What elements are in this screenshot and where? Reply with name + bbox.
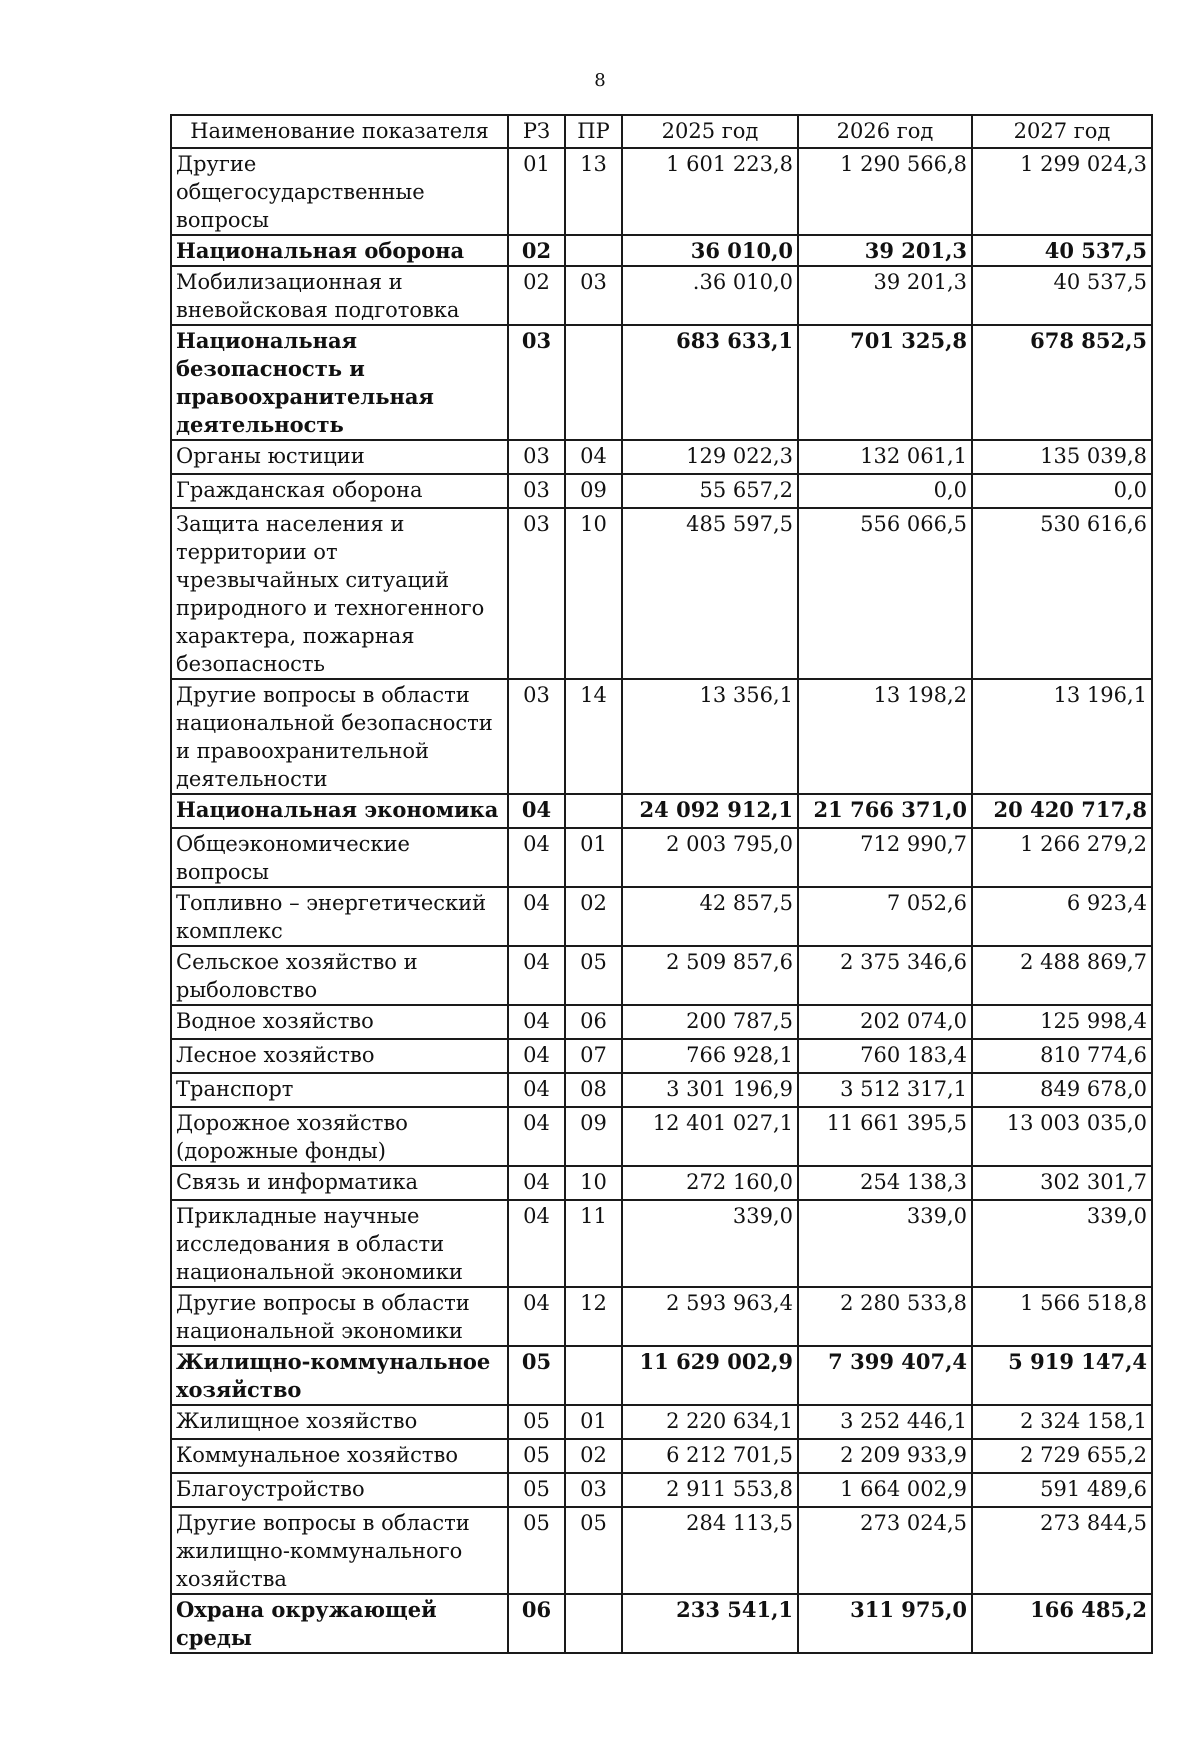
row-2026-cell: 760 183,4 bbox=[798, 1039, 972, 1073]
row-rz-cell: 04 bbox=[508, 1287, 565, 1346]
row-2026-cell: 0,0 bbox=[798, 474, 972, 508]
row-rz-cell: 05 bbox=[508, 1405, 565, 1439]
row-2026-cell: 39 201,3 bbox=[798, 235, 972, 266]
row-2026-cell: 1 290 566,8 bbox=[798, 148, 972, 235]
row-name-cell: Топливно – энергетический комплекс bbox=[171, 887, 508, 946]
header-pr: ПР bbox=[565, 115, 622, 148]
table-row bbox=[171, 1287, 1152, 1346]
table-header-row bbox=[171, 115, 1152, 148]
row-2026-cell: 712 990,7 bbox=[798, 828, 972, 887]
row-rz-cell: 04 bbox=[508, 794, 565, 828]
table-row bbox=[171, 1200, 1152, 1287]
table-row bbox=[171, 1073, 1152, 1107]
table-row bbox=[171, 325, 1152, 440]
row-2026-cell: 701 325,8 bbox=[798, 325, 972, 440]
row-2027-cell: 591 489,6 bbox=[972, 1473, 1152, 1507]
row-rz-cell: 03 bbox=[508, 508, 565, 679]
row-2027-cell: 166 485,2 bbox=[972, 1594, 1152, 1653]
row-name-cell: Лесное хозяйство bbox=[171, 1039, 508, 1073]
row-pr-cell: 05 bbox=[565, 946, 622, 1005]
row-pr-cell: 02 bbox=[565, 887, 622, 946]
row-rz-cell: 05 bbox=[508, 1346, 565, 1405]
table-row bbox=[171, 1405, 1152, 1439]
row-2026-cell: 2 209 933,9 bbox=[798, 1439, 972, 1473]
row-2025-cell: 129 022,3 bbox=[622, 440, 798, 474]
row-name-cell: Прикладные научные исследования в области национальной экономики bbox=[171, 1200, 508, 1287]
page-number: 8 bbox=[594, 70, 606, 91]
row-rz-cell: 05 bbox=[508, 1473, 565, 1507]
row-2027-cell: 302 301,7 bbox=[972, 1166, 1152, 1200]
row-2027-cell: 1 266 279,2 bbox=[972, 828, 1152, 887]
row-2025-cell: 766 928,1 bbox=[622, 1039, 798, 1073]
row-2025-cell: 2 220 634,1 bbox=[622, 1405, 798, 1439]
row-pr-cell: 04 bbox=[565, 440, 622, 474]
table-row bbox=[171, 1005, 1152, 1039]
row-pr-cell: 09 bbox=[565, 1107, 622, 1166]
row-name-cell: Охрана окружающей среды bbox=[171, 1594, 508, 1653]
row-rz-cell: 03 bbox=[508, 440, 565, 474]
row-2025-cell: 200 787,5 bbox=[622, 1005, 798, 1039]
row-2026-cell: 7 399 407,4 bbox=[798, 1346, 972, 1405]
row-2027-cell: 678 852,5 bbox=[972, 325, 1152, 440]
row-2027-cell: 13 003 035,0 bbox=[972, 1107, 1152, 1166]
header-2027: 2027 год bbox=[972, 115, 1152, 148]
row-pr-cell: 05 bbox=[565, 1507, 622, 1594]
row-name-cell: Общеэкономические вопросы bbox=[171, 828, 508, 887]
table-row bbox=[171, 1346, 1152, 1405]
row-name-cell: Водное хозяйство bbox=[171, 1005, 508, 1039]
row-2026-cell: 7 052,6 bbox=[798, 887, 972, 946]
row-2025-cell: 485 597,5 bbox=[622, 508, 798, 679]
row-rz-cell: 02 bbox=[508, 266, 565, 325]
row-rz-cell: 04 bbox=[508, 1039, 565, 1073]
row-2027-cell: 5 919 147,4 bbox=[972, 1346, 1152, 1405]
row-name-cell: Сельское хозяйство и рыболовство bbox=[171, 946, 508, 1005]
row-name-cell: Гражданская оборона bbox=[171, 474, 508, 508]
table-row bbox=[171, 828, 1152, 887]
row-rz-cell: 04 bbox=[508, 1073, 565, 1107]
table-row bbox=[171, 1039, 1152, 1073]
row-2025-cell: 339,0 bbox=[622, 1200, 798, 1287]
header-2025: 2025 год bbox=[622, 115, 798, 148]
row-2026-cell: 1 664 002,9 bbox=[798, 1473, 972, 1507]
row-2027-cell: 810 774,6 bbox=[972, 1039, 1152, 1073]
row-name-cell: Мобилизационная и вневойсковая подготовка bbox=[171, 266, 508, 325]
row-pr-cell: 03 bbox=[565, 266, 622, 325]
row-name-cell: Транспорт bbox=[171, 1073, 508, 1107]
row-2025-cell: 55 657,2 bbox=[622, 474, 798, 508]
row-2027-cell: 20 420 717,8 bbox=[972, 794, 1152, 828]
row-2026-cell: 21 766 371,0 bbox=[798, 794, 972, 828]
row-rz-cell: 04 bbox=[508, 1107, 565, 1166]
row-2027-cell: 135 039,8 bbox=[972, 440, 1152, 474]
row-rz-cell: 05 bbox=[508, 1439, 565, 1473]
row-2026-cell: 556 066,5 bbox=[798, 508, 972, 679]
row-name-cell: Другие вопросы в области национальной экономики bbox=[171, 1287, 508, 1346]
row-pr-cell bbox=[565, 1594, 622, 1653]
row-rz-cell: 03 bbox=[508, 474, 565, 508]
row-2027-cell: 0,0 bbox=[972, 474, 1152, 508]
row-rz-cell: 04 bbox=[508, 1200, 565, 1287]
row-pr-cell: 10 bbox=[565, 508, 622, 679]
row-2027-cell: 13 196,1 bbox=[972, 679, 1152, 794]
row-name-cell: Защита населения и территории от чрезвычайных ситуаций природного и техногенного характера, пожарная безопасность bbox=[171, 508, 508, 679]
table-body bbox=[171, 148, 1152, 1653]
table-row bbox=[171, 887, 1152, 946]
row-rz-cell: 03 bbox=[508, 679, 565, 794]
row-2027-cell: 849 678,0 bbox=[972, 1073, 1152, 1107]
row-2025-cell: 3 301 196,9 bbox=[622, 1073, 798, 1107]
row-2025-cell: 13 356,1 bbox=[622, 679, 798, 794]
row-pr-cell: 11 bbox=[565, 1200, 622, 1287]
table-row bbox=[171, 1594, 1152, 1653]
row-pr-cell bbox=[565, 235, 622, 266]
row-pr-cell: 06 bbox=[565, 1005, 622, 1039]
row-name-cell: Другие общегосударственные вопросы bbox=[171, 148, 508, 235]
table-row bbox=[171, 266, 1152, 325]
row-2026-cell: 2 280 533,8 bbox=[798, 1287, 972, 1346]
row-rz-cell: 04 bbox=[508, 1005, 565, 1039]
row-pr-cell: 07 bbox=[565, 1039, 622, 1073]
budget-table bbox=[170, 114, 1153, 1654]
row-pr-cell: 10 bbox=[565, 1166, 622, 1200]
row-2027-cell: 339,0 bbox=[972, 1200, 1152, 1287]
row-2025-cell: 24 092 912,1 bbox=[622, 794, 798, 828]
row-2027-cell: 1 566 518,8 bbox=[972, 1287, 1152, 1346]
header-name: Наименование показателя bbox=[171, 115, 508, 148]
row-name-cell: Национальная безопасность и правоохранительная деятельность bbox=[171, 325, 508, 440]
row-pr-cell: 12 bbox=[565, 1287, 622, 1346]
row-2026-cell: 132 061,1 bbox=[798, 440, 972, 474]
row-name-cell: Национальная оборона bbox=[171, 235, 508, 266]
table-row bbox=[171, 946, 1152, 1005]
row-2025-cell: .36 010,0 bbox=[622, 266, 798, 325]
row-2027-cell: 2 324 158,1 bbox=[972, 1405, 1152, 1439]
table-row bbox=[171, 474, 1152, 508]
row-2025-cell: 6 212 701,5 bbox=[622, 1439, 798, 1473]
table-row bbox=[171, 148, 1152, 235]
row-2026-cell: 3 512 317,1 bbox=[798, 1073, 972, 1107]
row-2025-cell: 2 593 963,4 bbox=[622, 1287, 798, 1346]
row-2025-cell: 2 003 795,0 bbox=[622, 828, 798, 887]
table-row bbox=[171, 235, 1152, 266]
table-row bbox=[171, 679, 1152, 794]
row-2025-cell: 42 857,5 bbox=[622, 887, 798, 946]
row-rz-cell: 06 bbox=[508, 1594, 565, 1653]
row-2027-cell: 40 537,5 bbox=[972, 235, 1152, 266]
row-2026-cell: 13 198,2 bbox=[798, 679, 972, 794]
header-rz: РЗ bbox=[508, 115, 565, 148]
row-2025-cell: 233 541,1 bbox=[622, 1594, 798, 1653]
row-rz-cell: 04 bbox=[508, 946, 565, 1005]
row-pr-cell bbox=[565, 794, 622, 828]
row-2025-cell: 1 601 223,8 bbox=[622, 148, 798, 235]
row-name-cell: Национальная экономика bbox=[171, 794, 508, 828]
row-2027-cell: 530 616,6 bbox=[972, 508, 1152, 679]
row-name-cell: Дорожное хозяйство (дорожные фонды) bbox=[171, 1107, 508, 1166]
table-row bbox=[171, 1507, 1152, 1594]
row-name-cell: Органы юстиции bbox=[171, 440, 508, 474]
row-2027-cell: 40 537,5 bbox=[972, 266, 1152, 325]
row-name-cell: Другие вопросы в области жилищно-коммунального хозяйства bbox=[171, 1507, 508, 1594]
row-name-cell: Жилищно-коммунальное хозяйство bbox=[171, 1346, 508, 1405]
header-2026: 2026 год bbox=[798, 115, 972, 148]
row-2027-cell: 6 923,4 bbox=[972, 887, 1152, 946]
row-pr-cell: 09 bbox=[565, 474, 622, 508]
row-2026-cell: 3 252 446,1 bbox=[798, 1405, 972, 1439]
row-name-cell: Благоустройство bbox=[171, 1473, 508, 1507]
row-pr-cell: 01 bbox=[565, 828, 622, 887]
row-pr-cell bbox=[565, 325, 622, 440]
row-2025-cell: 683 633,1 bbox=[622, 325, 798, 440]
table-row bbox=[171, 508, 1152, 679]
row-2026-cell: 11 661 395,5 bbox=[798, 1107, 972, 1166]
row-rz-cell: 04 bbox=[508, 1166, 565, 1200]
row-2027-cell: 273 844,5 bbox=[972, 1507, 1152, 1594]
row-name-cell: Коммунальное хозяйство bbox=[171, 1439, 508, 1473]
row-2027-cell: 125 998,4 bbox=[972, 1005, 1152, 1039]
table-row bbox=[171, 1107, 1152, 1166]
row-rz-cell: 03 bbox=[508, 325, 565, 440]
row-2025-cell: 272 160,0 bbox=[622, 1166, 798, 1200]
table-row bbox=[171, 794, 1152, 828]
row-name-cell: Связь и информатика bbox=[171, 1166, 508, 1200]
table-row bbox=[171, 440, 1152, 474]
row-pr-cell bbox=[565, 1346, 622, 1405]
row-2026-cell: 202 074,0 bbox=[798, 1005, 972, 1039]
row-2025-cell: 12 401 027,1 bbox=[622, 1107, 798, 1166]
table-row bbox=[171, 1439, 1152, 1473]
row-2026-cell: 273 024,5 bbox=[798, 1507, 972, 1594]
row-pr-cell: 01 bbox=[565, 1405, 622, 1439]
row-2027-cell: 2 729 655,2 bbox=[972, 1439, 1152, 1473]
row-2025-cell: 2 911 553,8 bbox=[622, 1473, 798, 1507]
row-name-cell: Другие вопросы в области национальной безопасности и правоохранительной деятельности bbox=[171, 679, 508, 794]
row-rz-cell: 04 bbox=[508, 887, 565, 946]
table-row bbox=[171, 1473, 1152, 1507]
row-2025-cell: 36 010,0 bbox=[622, 235, 798, 266]
row-2027-cell: 2 488 869,7 bbox=[972, 946, 1152, 1005]
row-pr-cell: 13 bbox=[565, 148, 622, 235]
row-2026-cell: 311 975,0 bbox=[798, 1594, 972, 1653]
row-pr-cell: 02 bbox=[565, 1439, 622, 1473]
row-2026-cell: 39 201,3 bbox=[798, 266, 972, 325]
row-2027-cell: 1 299 024,3 bbox=[972, 148, 1152, 235]
row-name-cell: Жилищное хозяйство bbox=[171, 1405, 508, 1439]
row-rz-cell: 04 bbox=[508, 828, 565, 887]
row-pr-cell: 08 bbox=[565, 1073, 622, 1107]
row-2025-cell: 284 113,5 bbox=[622, 1507, 798, 1594]
row-pr-cell: 03 bbox=[565, 1473, 622, 1507]
row-2026-cell: 2 375 346,6 bbox=[798, 946, 972, 1005]
row-pr-cell: 14 bbox=[565, 679, 622, 794]
row-2026-cell: 339,0 bbox=[798, 1200, 972, 1287]
row-2025-cell: 11 629 002,9 bbox=[622, 1346, 798, 1405]
row-rz-cell: 01 bbox=[508, 148, 565, 235]
row-rz-cell: 05 bbox=[508, 1507, 565, 1594]
row-2025-cell: 2 509 857,6 bbox=[622, 946, 798, 1005]
row-2026-cell: 254 138,3 bbox=[798, 1166, 972, 1200]
table-row bbox=[171, 1166, 1152, 1200]
row-rz-cell: 02 bbox=[508, 235, 565, 266]
